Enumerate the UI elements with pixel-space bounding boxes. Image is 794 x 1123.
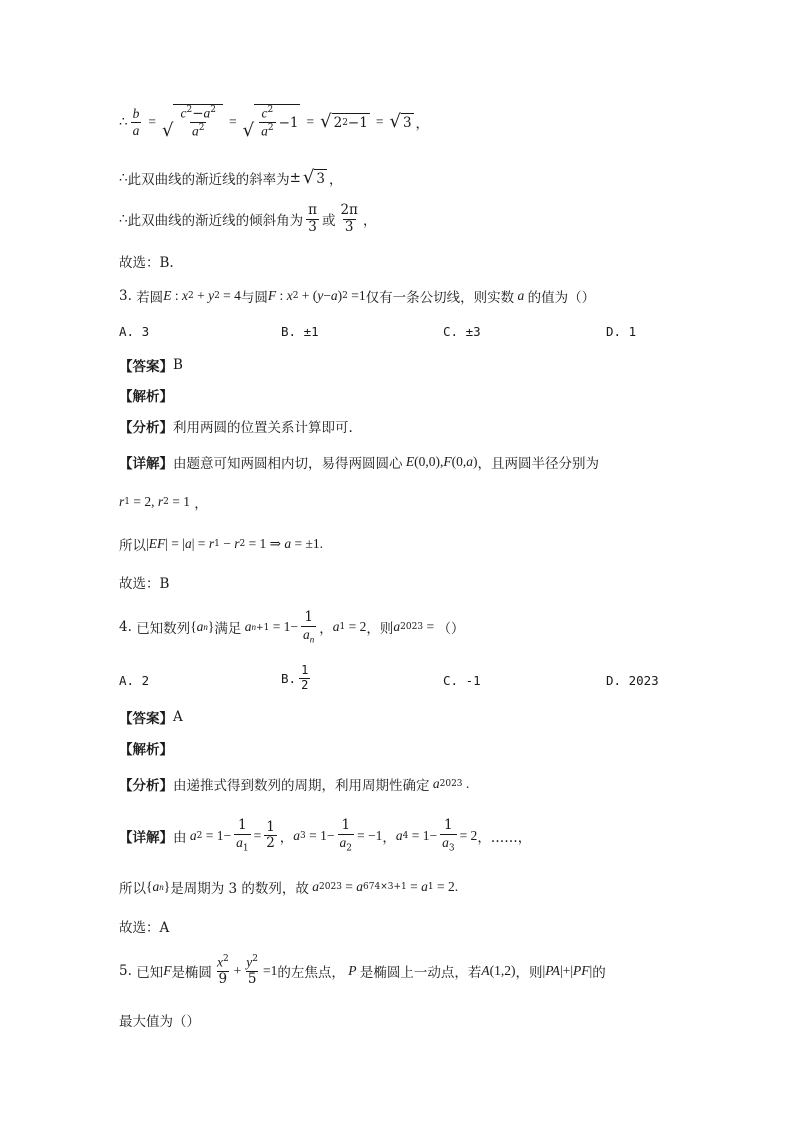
pi-over-3: $\frac{\pi}{3}$ bbox=[308, 202, 317, 235]
q4-answer: 【答案】 A bbox=[119, 709, 183, 727]
q4-option-c: C. -1 bbox=[443, 673, 481, 688]
q4-option-d: D. 2023 bbox=[606, 673, 659, 688]
sqrt-expression-3: √ 2 2 −1 bbox=[320, 111, 368, 133]
sqrt-expression-2: √ $\frac{c^2}{a^2}$ −1 bbox=[242, 105, 299, 142]
q4-choose: 故选：A bbox=[119, 920, 170, 936]
q3-option-a: A. 3 bbox=[119, 324, 150, 339]
choose-b-intro: 故选：B. bbox=[119, 255, 174, 271]
q5-stem-end: 最大值为（） bbox=[119, 1014, 200, 1030]
2pi-over-3: $\frac{2\pi}{3}$ bbox=[340, 202, 358, 235]
q3-stem: 3. 若圆 E : x 2 + y 2 = 4 与圆 F : x 2 + ( y − a ) 2 =1 仅有一条公切线，则实数 a 的值为（） bbox=[119, 288, 596, 306]
q4-detail: 【详解】 由 a 2 = 1− $\frac{1}{a_1}$ = $\frac{1}{2}$ ， a 3 = 1− $\frac{1}{a_2}$ = −1 ， a 4 = 1− $\frac{1}{a_3}$ = 2 ，……， bbox=[119, 817, 532, 854]
q5-stem: 5. 已知 F 是椭圆 $\frac{x^2}{9}$ + $\frac{y^2}{5}$ =1 的左焦点， P 是椭圆上一动点，若 A (1,2) ，则 | PA |+| PF | 的 bbox=[119, 954, 606, 988]
slope-line: ∴ 此双曲线的渐近线的斜率为 ± √ 3 ， bbox=[119, 167, 343, 188]
q3-option-d: D. 1 bbox=[606, 324, 637, 339]
q3-fenxi: 【分析】 利用两圆的位置关系计算即可. bbox=[119, 420, 353, 436]
q4-conclusion: 所以 { a n } 是周期为 3 的数列，故 a 2023 = a 674×3+1 = a 1 = 2. bbox=[119, 879, 459, 897]
q4-stem: 4. 已知数列 { a n } 满足 a n+1 = 1− $\frac{1}{a_n}$ ， a 1 = 2 ，则 a 2023 = （） bbox=[119, 609, 465, 645]
slope-text: 此双曲线的渐近线的斜率为 bbox=[127, 172, 290, 188]
q3-option-c: C. ±3 bbox=[443, 324, 481, 339]
q3-analysis-heading: 【解析】 bbox=[119, 389, 173, 405]
q3-choose: 故选：B bbox=[119, 576, 170, 592]
b-over-a-fraction: $\frac{b}{a}$ bbox=[132, 106, 140, 138]
q3-answer: 【答案】 B bbox=[119, 357, 183, 375]
ratio-formula-line: ∴ $\frac{b}{a}$ = √ $\frac{c^2-a^2}{a^2}$ = √ $\frac{c^2}{a^2}$ −1 = √ 2 2 −1 = √ 3 ， bbox=[119, 105, 430, 142]
q4-option-a: A. 2 bbox=[119, 673, 150, 688]
angle-text: 此双曲线的渐近线的倾斜角为 bbox=[127, 213, 304, 230]
therefore-symbol: ∴ bbox=[119, 114, 128, 131]
q3-radii: r 1 = 2, r 2 = 1 ， bbox=[119, 494, 208, 512]
sqrt-three: √ 3 bbox=[389, 111, 412, 133]
q3-conclusion: 所以 | EF | = | a | = r 1 − r 2 = 1 ⇒ a = ±1. bbox=[119, 536, 324, 554]
q3-detail: 【详解】 由题意可知两圆相内切，易得两圆圆心 E (0,0), F (0, a ) ，且两圆半径分别为 bbox=[119, 454, 599, 472]
q4-option-b: B. $\frac{1}{2}$ bbox=[281, 663, 309, 692]
sqrt-expression-1: √ $\frac{c^2-a^2}{a^2}$ bbox=[162, 104, 223, 140]
q3-option-b: B. ±1 bbox=[281, 324, 319, 339]
q4-analysis-heading: 【解析】 bbox=[119, 742, 173, 758]
slope-pm: ± bbox=[289, 170, 301, 186]
angle-line: ∴ 此双曲线的渐近线的倾斜角为 $\frac{\pi}{3}$ 或 $\frac{2\pi}{3}$ ， bbox=[119, 202, 377, 235]
q4-fenxi: 【分析】 由递推式得到数列的周期，利用周期性确定 a 2023 . bbox=[119, 776, 470, 794]
